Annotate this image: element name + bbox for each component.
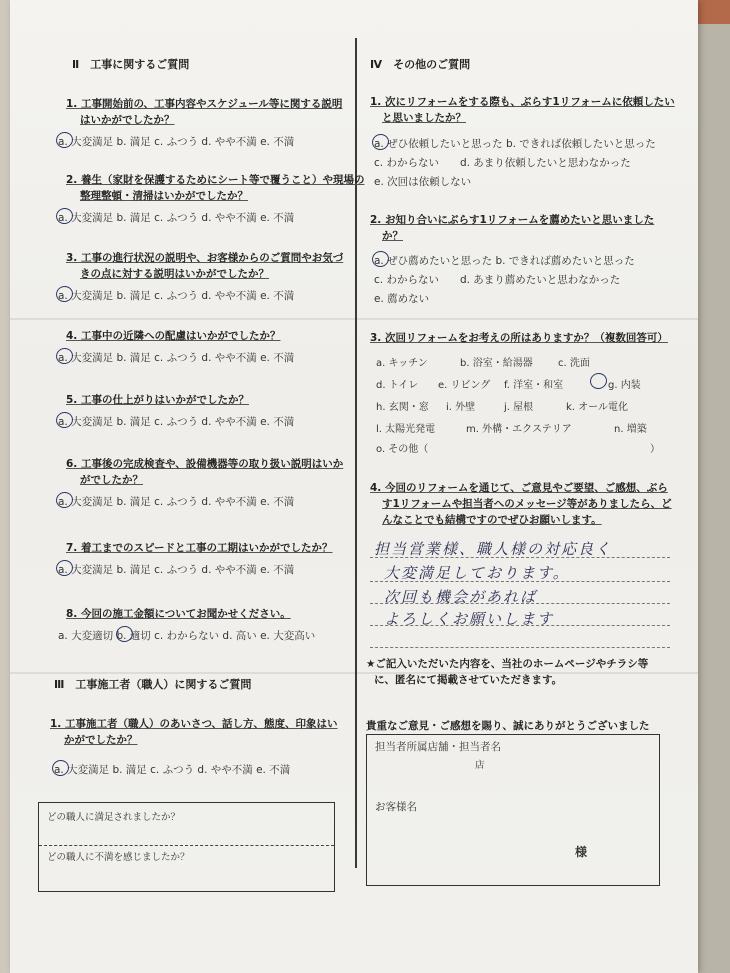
comment-rule [370, 556, 670, 558]
handwritten-line: 次回も機会があれば [384, 588, 538, 606]
r2-option-line: c. わからない d. あまり薦めたいと思わなかった [374, 274, 621, 286]
question-8: 8. 今回の施工金額についてお聞かせください。 [66, 608, 291, 620]
r3-option: h. 玄関・窓 [376, 402, 429, 413]
r1-option-line: c. わからない d. あまり依頼したいと思わなかった [374, 157, 631, 169]
r3-option: d. トイレ [376, 380, 419, 391]
r3-option: i. 外壁 [446, 402, 476, 413]
question-6: 6. 工事後の完成検査や、設備機器等の取り扱い説明はいか がでしたか？ [66, 458, 344, 486]
r3-option: k. オール電化 [566, 402, 628, 413]
section-3-title: Ⅲ 工事施工者（職人）に関するご質問 [54, 678, 252, 691]
staff-box: 担当者所属店舗・担当者名 店 お客様名 様 [366, 734, 660, 886]
question-7: 7. 着工までのスピードと工事の工期はいかがでしたか？ [66, 542, 333, 554]
question-4: 4. 工事中の近隣への配慮はいかがでしたか？ [66, 330, 281, 342]
r3-option: b. 浴室・給湯器 [460, 358, 533, 369]
options-s3-1: a. 大変満足 b. 満足 c. ふつう d. やや不満 e. 不満 [54, 764, 291, 776]
handwritten-line: 大変満足しております。 [384, 564, 570, 582]
options-1: a. 大変満足 b. 満足 c. ふつう d. やや不満 e. 不満 [58, 136, 295, 148]
options-4: a. 大変満足 b. 満足 c. ふつう d. やや不満 e. 不満 [58, 352, 295, 364]
r3-option: m. 外構・エクステリア [466, 424, 572, 435]
r3-option: c. 洗面 [558, 358, 590, 369]
r3-option: g. 内装 [608, 380, 641, 391]
question-5: 5. 工事の仕上がりはいかがでしたか？ [66, 394, 249, 406]
options-7: a. 大変満足 b. 満足 c. ふつう d. やや不満 e. 不満 [58, 564, 295, 576]
question-r2: 2. お知り合いにぶらす1リフォームを薦めたいと思いました か？ [370, 214, 655, 242]
column-divider [355, 38, 357, 868]
options-6: a. 大変満足 b. 満足 c. ふつう d. やや不満 e. 不満 [58, 496, 295, 508]
r2-option-line: e. 薦めない [374, 293, 430, 305]
r3-option: e. リビング [438, 380, 491, 391]
r3-option: n. 増築 [614, 424, 647, 435]
question-r1: 1. 次にリフォームをする際も、ぶらす1リフォームに依頼したい と思いましたか？ [370, 96, 675, 124]
thanks-message: 貴重なご意見・ご感想を賜り、誠にありがとうございました [366, 720, 650, 732]
options-2: a. 大変満足 b. 満足 c. ふつう d. やや不満 e. 不満 [58, 212, 295, 224]
handwritten-line: よろしくお願いします [384, 610, 555, 628]
question-s3-1: 1. 工事施工者（職人）のあいさつ、話し方、態度、印象はい かがでしたか？ [50, 718, 338, 746]
handwritten-line: 担当営業様、職人様の対応良く [374, 540, 613, 558]
r3-option: j. 屋根 [504, 402, 534, 413]
comment-rule [370, 580, 670, 582]
r3-option: a. キッチン [376, 358, 428, 369]
publication-notice: ★ご記入いただいた内容を、当社のホームページやチラシ等 に、匿名にて掲載させていただきます。 [366, 658, 649, 686]
answer-circle [588, 371, 609, 391]
comment-rule [370, 646, 670, 648]
question-r4: 4. 今回のリフォームを通じて、ご意見やご要望、ご感想、ぶら す1リフォームや担当者へのメッセージ等がありましたら、ど んなことでも結構ですのでぜひお願いします。 [370, 482, 672, 526]
r3-option: l. 太陽光発電 [376, 424, 436, 435]
comment-rule [370, 602, 670, 604]
r3-option: f. 洋室・和室 [504, 380, 564, 391]
question-2: 2. 養生（家財を保護するためにシート等で覆うこと）や現場の 整理整頓・清掃はいかがでしたか？ [66, 174, 365, 202]
r3-option: o. その他（ [376, 444, 429, 455]
r2-option-line: a. ぜひ薦めたいと思った b. できれば薦めたいと思った [374, 255, 635, 267]
craftsman-box: どの職人に満足されましたか？ どの職人に不満を感じましたか？ [38, 802, 335, 892]
section-2-title: Ⅱ 工事に関するご質問 [72, 58, 190, 71]
question-3: 3. 工事の進行状況の説明や、お客様からのご質問やお気づ きの点に対する説明はいかがでしたか？ [66, 252, 344, 280]
options-5: a. 大変満足 b. 満足 c. ふつう d. やや不満 e. 不満 [58, 416, 295, 428]
section-4-title: Ⅳ その他のご質問 [370, 58, 471, 71]
r3-option: ） [650, 444, 660, 455]
options-3: a. 大変満足 b. 満足 c. ふつう d. やや不満 e. 不満 [58, 290, 295, 302]
survey-sheet [10, 0, 698, 973]
options-8: a. 大変適切 b. 適切 c. わからない d. 高い e. 大変高い [58, 630, 316, 642]
fold-line [10, 318, 698, 320]
question-r3: 3. 次回リフォームをお考えの所はありますか？（複数回答可） [370, 332, 668, 344]
r1-option-line: e. 次回は依頼しない [374, 176, 472, 188]
r1-option-line: a. ぜひ依頼したいと思った b. できれば依頼したいと思った [374, 138, 656, 150]
comment-rule [370, 624, 670, 626]
question-1: 1. 工事開始前の、工事内容やスケジュール等に関する説明 はいかがでしたか？ [66, 98, 343, 126]
